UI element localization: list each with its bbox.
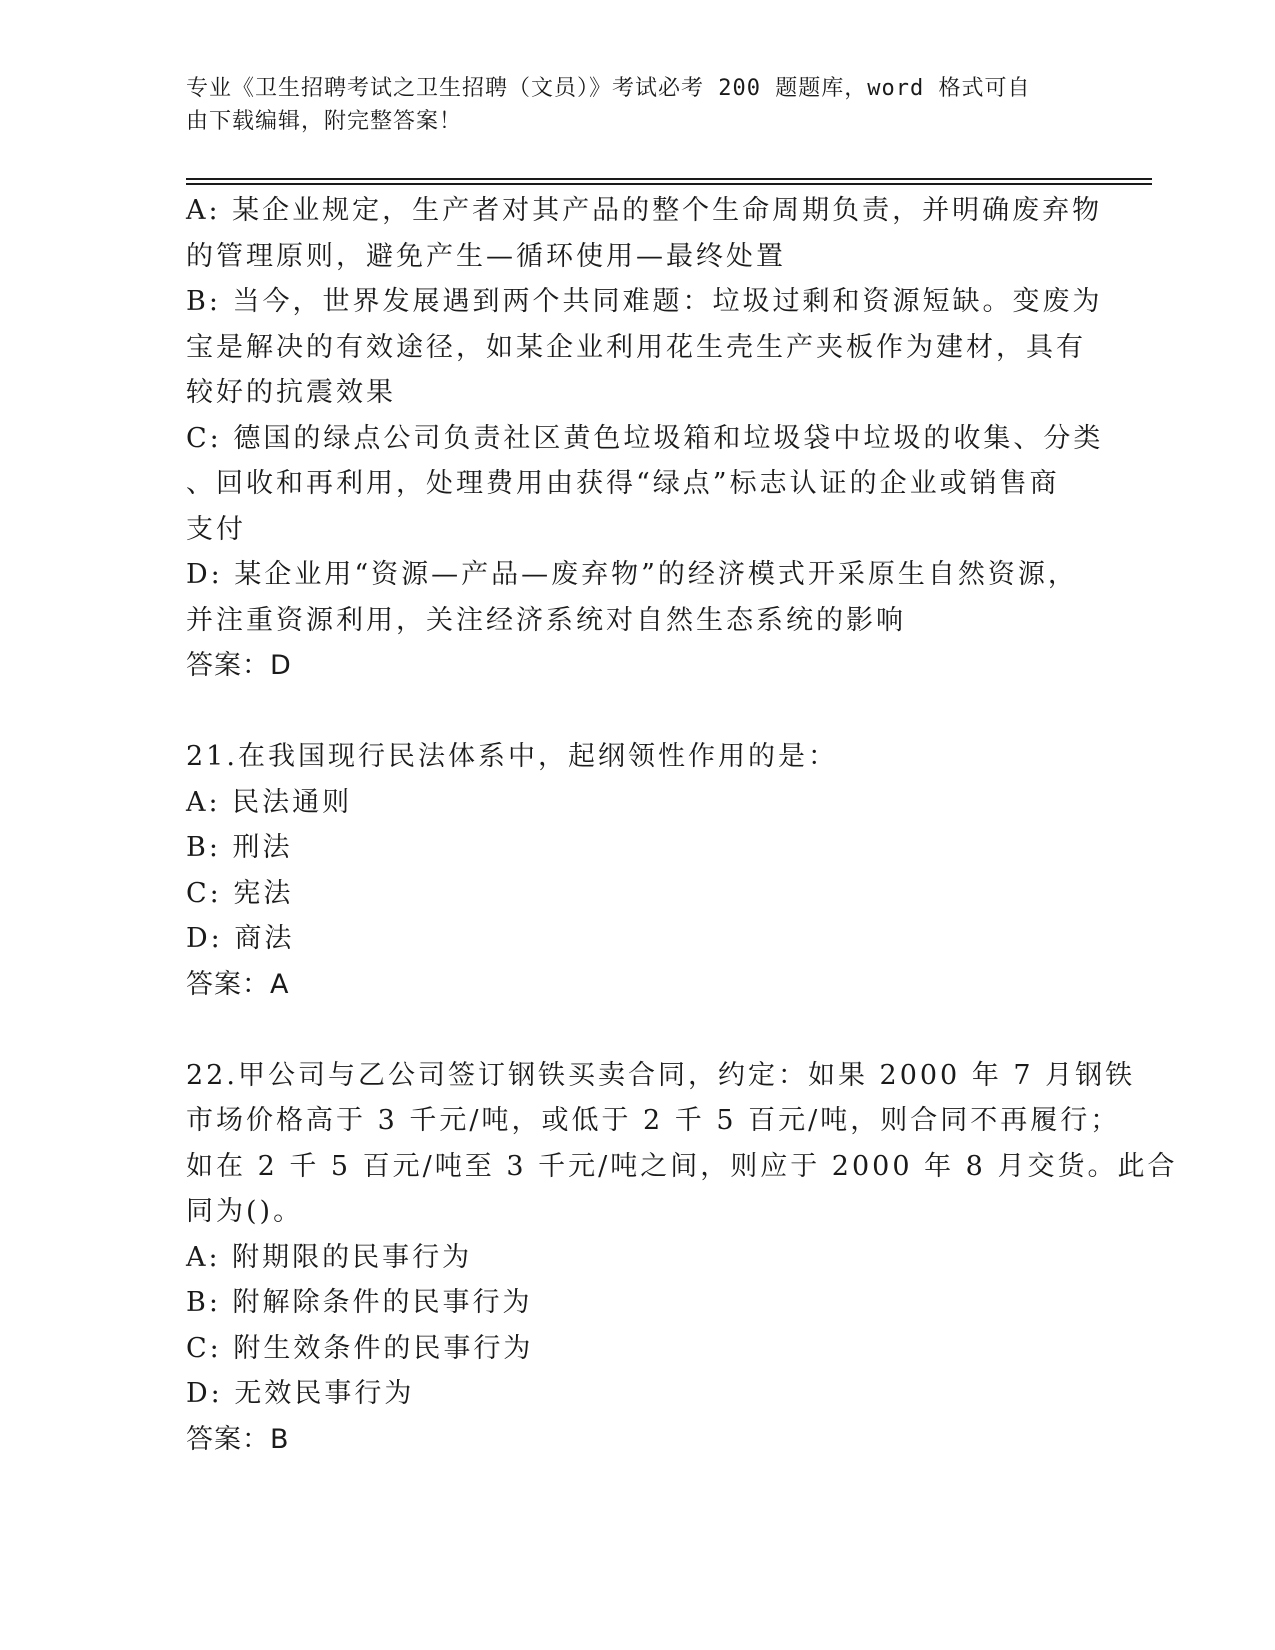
option-a-line-1: A: 某企业规定，生产者对其产品的整个生命周期负责，并明确废弃物 [186,195,1103,226]
header-line-2: 由下载编辑，附完整答案！ [186,109,463,134]
option-a-line-2: 的管理原则，避免产生—循环使用—最终处置 [186,240,786,272]
option-a: A: 民法通则 [186,786,353,818]
option-b: B: 附解除条件的民事行为 [186,1287,533,1318]
option-a: A: 附期限的民事行为 [186,1241,473,1273]
question-text-line-2: 市场价格高于 3 千元/吨，或低于 2 千 5 百元/吨，则合同不再履行； [186,1105,1121,1136]
answer: 答案：A [186,968,290,1000]
spacer [186,689,1086,735]
option-b-line-3: 较好的抗震效果 [186,377,396,408]
option-b-line-2: 宝是解决的有效途径，如某企业利用花生壳生产夹板作为建材，具有 [186,331,1086,363]
option-c-line-3: 支付 [186,513,246,545]
question-text: 21.在我国现行民法体系中，起纲领性作用的是： [186,741,838,772]
option-d-line-2: 并注重资源利用，关注经济系统对自然生态系统的影响 [186,604,906,636]
question-text-line-3: 如在 2 千 5 百元/吨至 3 千元/吨之间，则应于 2000 年 8 月交货。此合 [186,1150,1178,1182]
question-22 [186,1053,1178,1463]
document-header [186,72,1066,138]
option-d: D: 商法 [186,923,295,954]
document-body [186,188,1178,1462]
option-c: C: 宪法 [186,877,294,909]
option-c-line-2: 、回收和再利用，处理费用由获得“绿点”标志认证的企业或销售商 [186,468,1060,499]
option-c: C: 附生效条件的民事行为 [186,1332,534,1364]
header-line-1: 专业《卫生招聘考试之卫生招聘（文员）》考试必考 200 题题库，word 格式可自 [186,76,1031,101]
question-text-line-1: 22.甲公司与乙公司签订钢铁买卖合同，约定：如果 2000 年 7 月钢铁 [186,1059,1136,1091]
option-d-line-1: D: 某企业用“资源—产品—废弃物”的经济模式开采原生自然资源， [186,559,1078,590]
spacer [186,1007,1086,1053]
header-divider-top [186,178,1152,180]
answer: 答案：B [186,1423,290,1455]
question-text-line-4: 同为()。 [186,1196,304,1227]
header-divider-bottom [186,183,1152,185]
answer: 答案：D [186,650,292,681]
question-21 [186,734,1086,1007]
option-c-line-1: C: 德国的绿点公司负责社区黄色垃圾箱和垃圾袋中垃圾的收集、分类 [186,422,1104,454]
option-b: B: 刑法 [186,832,293,863]
option-d: D: 无效民事行为 [186,1378,415,1409]
option-b-line-1: B: 当今，世界发展遇到两个共同难题：垃圾过剩和资源短缺。变废为 [186,286,1103,317]
question-20-options [186,188,1104,689]
